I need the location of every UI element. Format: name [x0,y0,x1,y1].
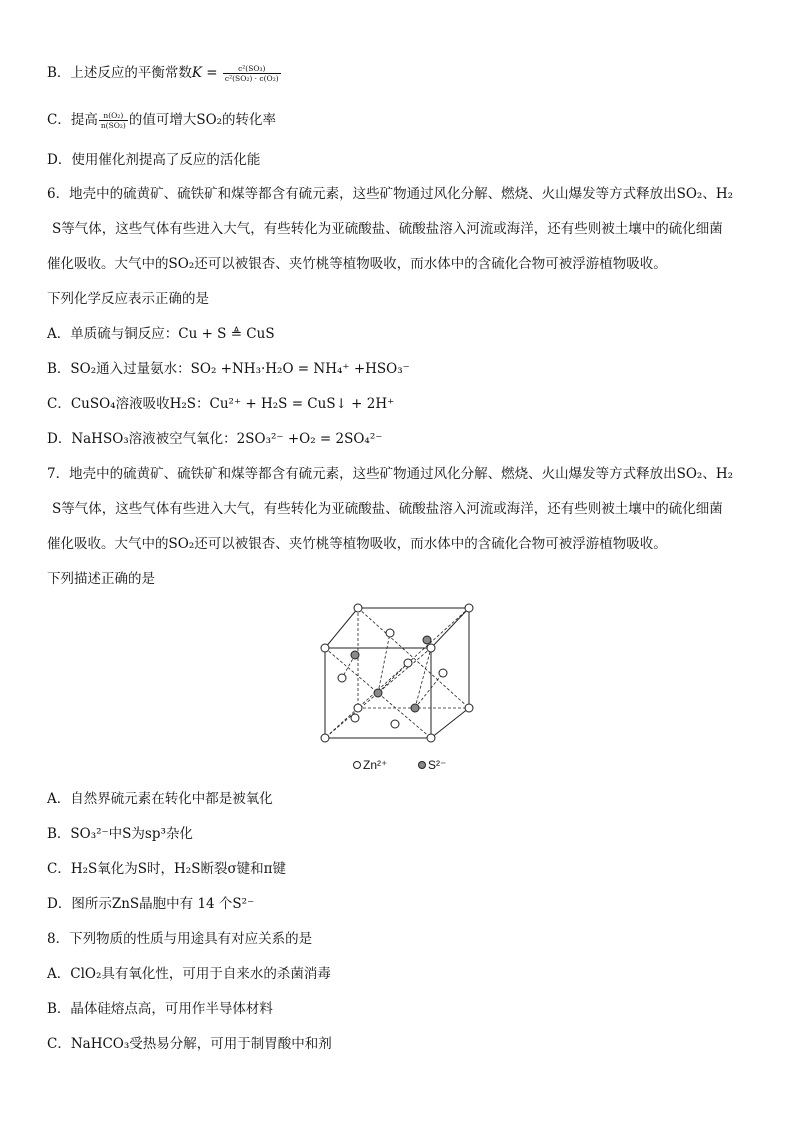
q6-option-d: D．NaHSO₃溶液被空气氧化：2SO₃²⁻ +O₂ = 2SO₄²⁻ [47,431,383,447]
zns-unit-cell-figure [315,600,485,775]
s-ion-group [351,636,431,712]
zn-ion [354,604,362,612]
q8-option-b: B．晶体硅熔点高，可用作半导体材料 [47,1001,273,1017]
q7-passage-line-2: S等气体，这些气体有些进入大气，有些转化为亚硫酸盐、硫酸盐溶入河流或海洋，还有些则被土壤中的硫化细菌 [52,501,723,517]
equilibrium-constant-fraction: $\frac{\text{c²(SO₃)}}{\text{c²(SO₂) · c(O₂)}}$ [224,64,279,83]
s-ion [411,704,419,712]
q7-option-a: A．自然界硫元素在转化中都是被氧化 [47,791,273,807]
q6-stem: 下列化学反应表示正确的是 [47,291,209,307]
q7-passage-line-1: 7．地壳中的硫黄矿、硫铁矿和煤等都含有硫元素，这些矿物通过风化分解、燃烧、火山爆发等方式释放出SO₂、H₂ [47,466,734,482]
zn-ion [391,720,399,728]
s-legend-icon [419,762,426,769]
q8-option-c: C．NaHCO₃受热易分解，可用于制胃酸中和剂 [47,1036,332,1052]
q6-passage-line-2: S等气体，这些气体有些进入大气，有些转化为亚硫酸盐、硫酸盐溶入河流或海洋，还有些则被土壤中的硫化细菌 [52,221,723,237]
zns-unit-cell-diagram [315,600,485,775]
q6-option-b: B．SO₂通入过量氨水：SO₂ +NH₃·H₂O = NH₄⁺ +HSO₃⁻ [47,361,410,377]
q6-passage-line-1: 6．地壳中的硫黄矿、硫铁矿和煤等都含有硫元素，这些矿物通过风化分解、燃烧、火山爆发等方式释放出SO₂、H₂ [47,186,734,202]
zn-ion [465,704,473,712]
s-ion [351,651,359,659]
q7-option-d: D．图所示ZnS晶胞中有 14 个S²⁻ [47,896,255,912]
q7-stem: 下列描述正确的是 [47,571,155,587]
zn-ion [427,644,435,652]
q8-option-a: A．ClO₂具有氧化性，可用于自来水的杀菌消毒 [47,966,331,982]
zn-ion [338,674,346,682]
zn-ion [351,714,359,722]
q7-option-c: C．H₂S氧化为S时，H₂S断裂σ键和π键 [47,861,287,877]
zn-ion [321,644,329,652]
s-ion [423,636,431,644]
zn-ion [439,669,447,677]
s-ion [374,689,382,697]
zn-ion [321,734,329,742]
zn-ion [354,704,362,712]
q6-option-a: A．单质硫与铜反应：Cu + S ≜ CuS [47,326,275,342]
q5-option-c: C．提高 $\frac{\text{n(O₂)}}{\text{n(SO₂)}}$ 的值可增大SO₂的转化率 [47,111,277,130]
zn-ion [386,629,394,637]
q6-passage-line-3: 催化吸收。大气中的SO₂还可以被银杏、夹竹桃等植物吸收，而水体中的含硫化合物可被浮游植物吸收。 [47,256,667,272]
q7-passage-line-3: 催化吸收。大气中的SO₂还可以被银杏、夹竹桃等植物吸收，而水体中的含硫化合物可被浮游植物吸收。 [47,536,667,552]
zn-ion [427,734,435,742]
figure-legend [354,758,447,772]
s-legend-label: S²⁻ [428,758,447,772]
zn-legend-icon [354,762,361,769]
zn-legend-label: Zn²⁺ [363,758,388,772]
q5-option-d: D．使用催化剂提高了反应的活化能 [47,152,261,168]
zn-ion [404,659,412,667]
q5-option-b: B．上述反应的平衡常数K = $\frac{\text{c²(SO₃)}}{\text{c²(SO₂) · c(O₂)}}$ [47,64,279,83]
q8-stem: 8．下列物质的性质与用途具有对应关系的是 [47,931,313,947]
mole-ratio-fraction: $\frac{\text{n(O₂)}}{\text{n(SO₂)}}$ [100,111,126,130]
zn-ion [465,604,473,612]
q7-option-b: B．SO₃²⁻中S为sp³杂化 [47,826,193,842]
q6-option-c: C．CuSO₄溶液吸收H₂S：Cu²⁺ + H₂S = CuS↓ + 2H⁺ [47,396,395,412]
